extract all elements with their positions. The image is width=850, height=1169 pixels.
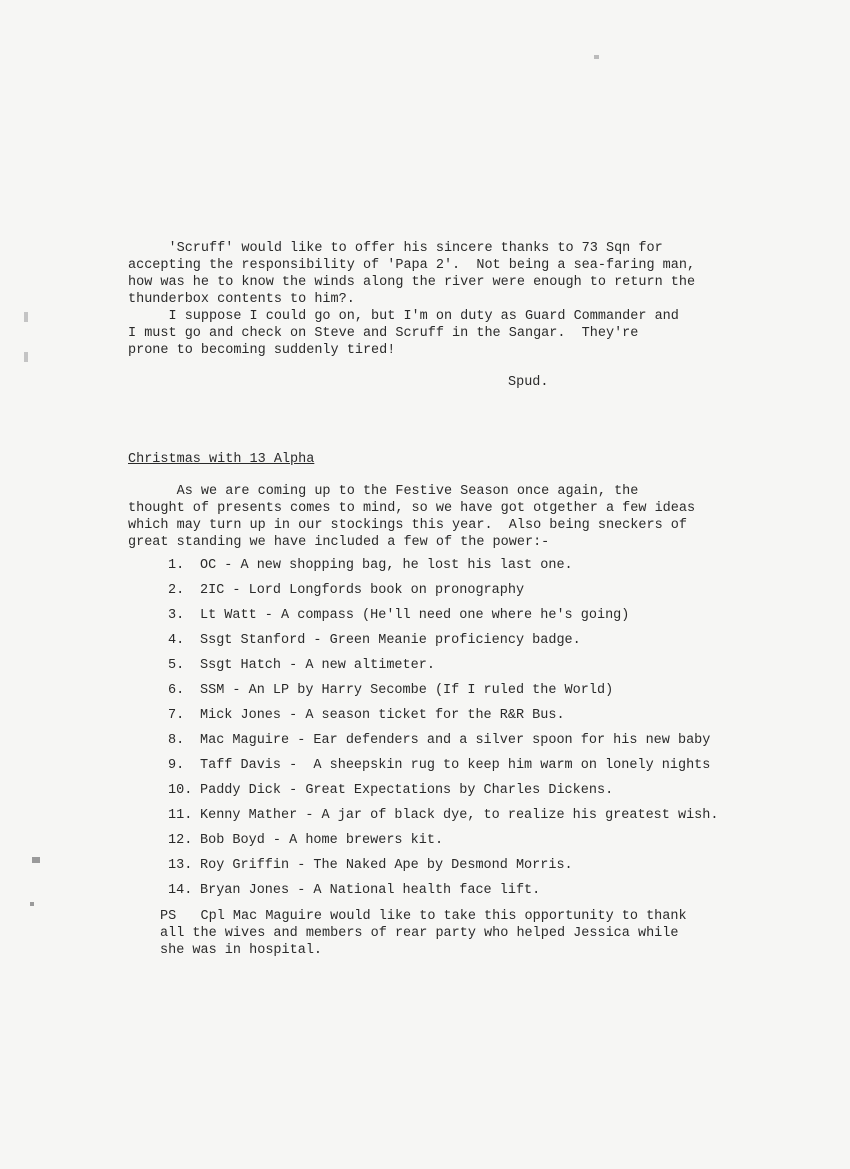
margin-mark [32, 857, 40, 863]
item-text: Taff Davis - A sheepskin rug to keep him warm on lonely nights [200, 758, 711, 773]
list-item [168, 882, 718, 907]
intro-line: thought of presents comes to mind, so we have got otgether a few ideas [128, 501, 696, 516]
ps-paragraph [160, 908, 687, 959]
ps-line: PS Cpl Mac Maguire would like to take this opportunity to thank [160, 909, 687, 924]
item-text: SSM - An LP by Harry Secombe (If I ruled the World) [200, 683, 614, 698]
item-number: 8. [168, 733, 185, 748]
duty-line: I suppose I could go on, but I'm on duty as Guard Commander and [128, 309, 679, 324]
scruff-line: how was he to know the winds along the river were enough to return the [128, 275, 696, 290]
scruff-line: thunderbox contents to him?. [128, 292, 355, 307]
item-number: 7. [168, 708, 185, 723]
punch-mark [594, 55, 599, 59]
item-number: 3. [168, 608, 185, 623]
intro-line: As we are coming up to the Festive Season once again, the [128, 484, 639, 499]
item-text: Roy Griffin - The Naked Ape by Desmond Morris. [200, 858, 573, 873]
scruff-paragraph [128, 240, 695, 308]
list-item [168, 682, 718, 707]
item-text: Paddy Dick - Great Expectations by Charles Dickens. [200, 783, 614, 798]
signature: Spud. [508, 375, 549, 390]
scruff-line: accepting the responsibility of 'Papa 2'. Not being a sea-faring man, [128, 258, 696, 273]
item-text: Ssgt Stanford - Green Meanie proficiency badge. [200, 633, 581, 648]
duty-line: prone to becoming suddenly tired! [128, 343, 396, 358]
item-number: 1. [168, 558, 185, 573]
item-number: 4. [168, 633, 185, 648]
item-number: 5. [168, 658, 185, 673]
ps-line: she was in hospital. [160, 943, 323, 958]
item-text: Lt Watt - A compass (He'll need one where he's going) [200, 608, 630, 623]
intro-line: which may turn up in our stockings this year. Also being sneckers of [128, 518, 687, 533]
list-item [168, 607, 718, 632]
margin-mark [24, 312, 28, 322]
scruff-line: 'Scruff' would like to offer his sincere thanks to 73 Sqn for [128, 241, 663, 256]
item-text: Mac Maguire - Ear defenders and a silver spoon for his new baby [200, 733, 711, 748]
item-number: 11. [168, 808, 193, 823]
list-item [168, 832, 718, 857]
item-text: Kenny Mather - A jar of black dye, to realize his greatest wish. [200, 808, 719, 823]
list-item [168, 857, 718, 882]
list-item [168, 807, 718, 832]
list-item [168, 632, 718, 657]
item-text: Mick Jones - A season ticket for the R&R Bus. [200, 708, 565, 723]
margin-mark [30, 902, 34, 906]
gift-list [168, 557, 718, 907]
item-text: 2IC - Lord Longfords book on pronography [200, 583, 525, 598]
list-item [168, 782, 718, 807]
duty-line: I must go and check on Steve and Scruff in the Sangar. They're [128, 326, 639, 341]
list-item [168, 657, 718, 682]
item-text: Ssgt Hatch - A new altimeter. [200, 658, 435, 673]
list-item [168, 582, 718, 607]
list-item [168, 732, 718, 757]
intro-paragraph [128, 483, 695, 551]
item-text: Bob Boyd - A home brewers kit. [200, 833, 444, 848]
margin-mark [24, 352, 28, 362]
list-item [168, 707, 718, 732]
item-number: 6. [168, 683, 185, 698]
intro-line: great standing we have included a few of the power:- [128, 535, 550, 550]
item-number: 13. [168, 858, 193, 873]
list-item [168, 557, 718, 582]
duty-paragraph [128, 308, 679, 359]
ps-line: all the wives and members of rear party who helped Jessica while [160, 926, 679, 941]
list-item [168, 757, 718, 782]
item-text: OC - A new shopping bag, he lost his last one. [200, 558, 573, 573]
item-number: 14. [168, 883, 193, 898]
section-heading: Christmas with 13 Alpha [128, 452, 315, 467]
item-number: 12. [168, 833, 193, 848]
item-text: Bryan Jones - A National health face lift. [200, 883, 541, 898]
item-number: 2. [168, 583, 185, 598]
item-number: 10. [168, 783, 193, 798]
item-number: 9. [168, 758, 185, 773]
